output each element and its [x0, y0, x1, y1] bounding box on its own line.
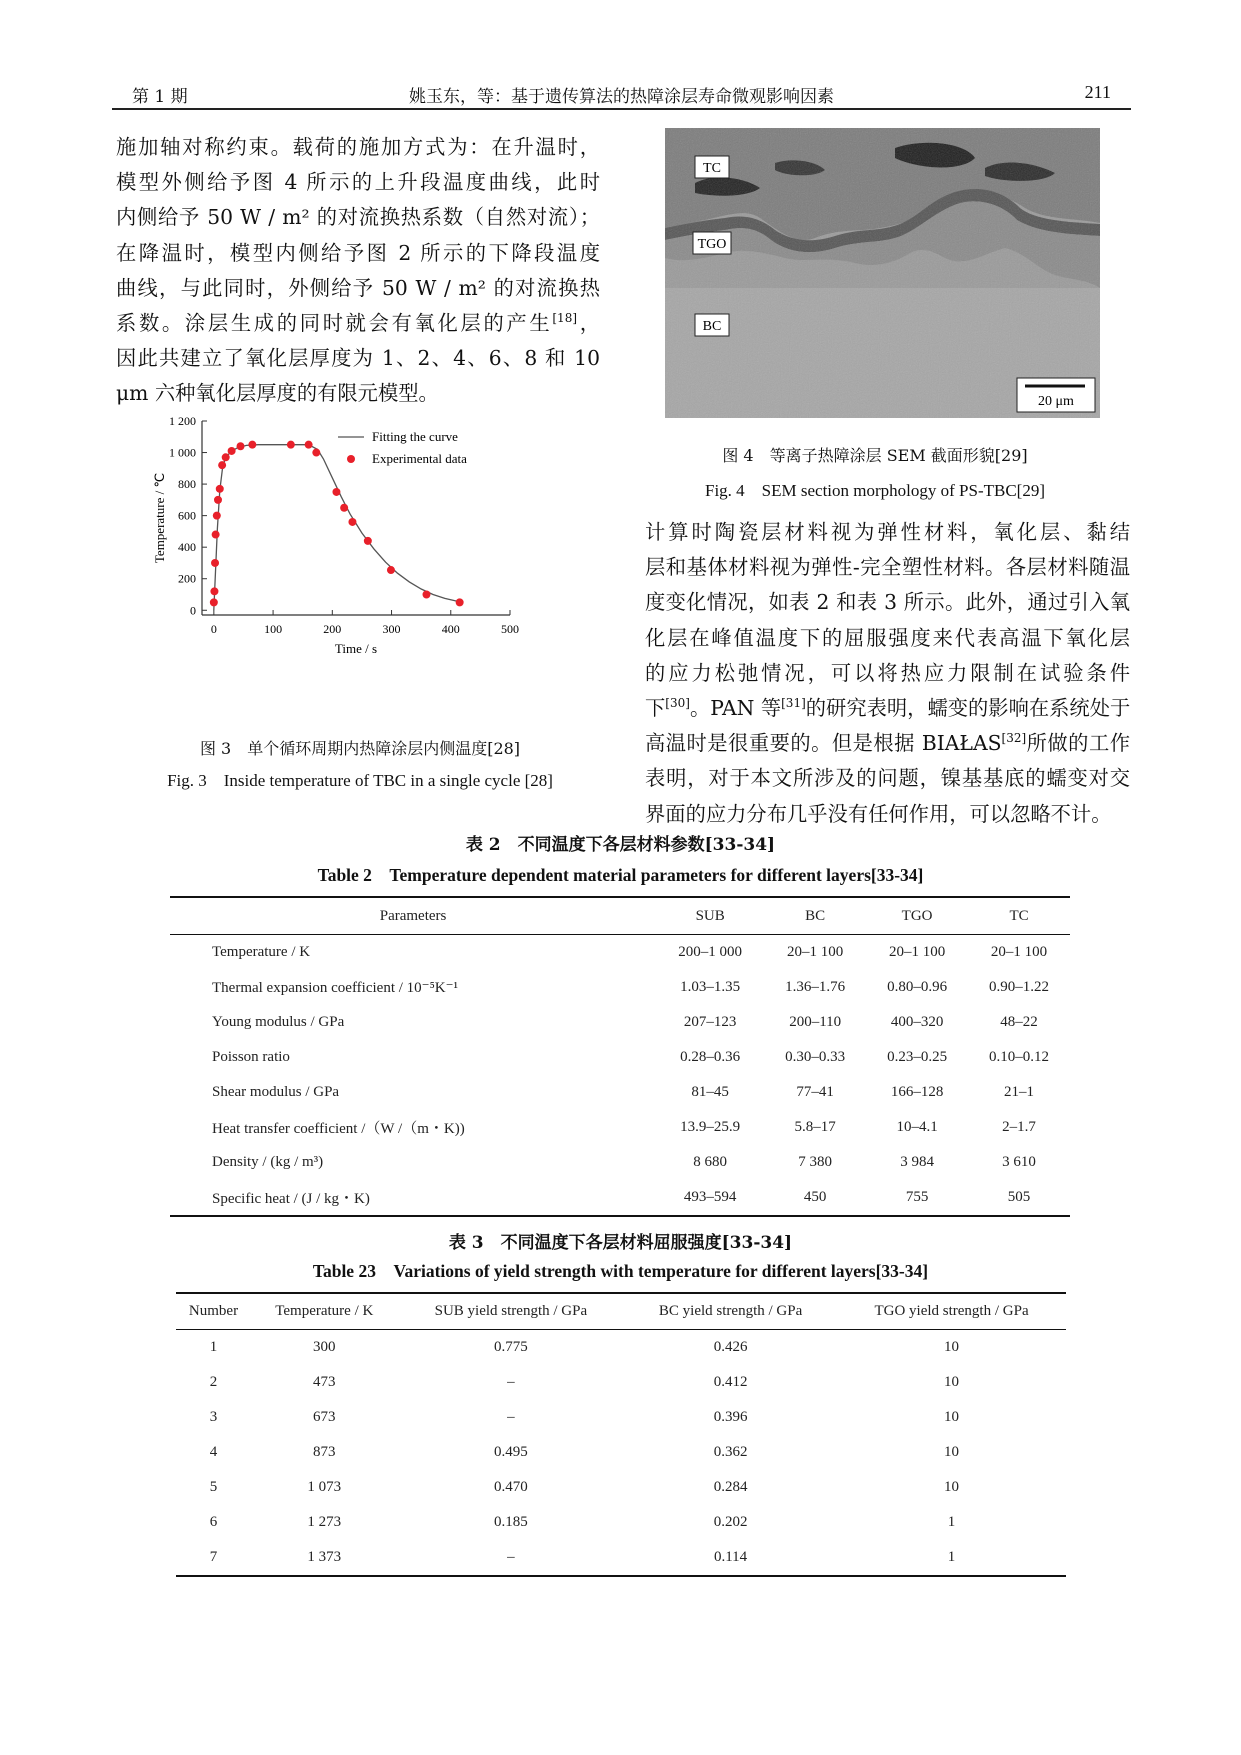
table-cell: 0.185: [493, 1514, 528, 1530]
table-cell: Heat transfer coefficient /（W /（m・K)): [212, 1121, 465, 1137]
figure-4-sem-image: [665, 128, 1100, 418]
column-header: Temperature / K: [251, 1293, 398, 1330]
table-row: [170, 1145, 1070, 1180]
table-cell: 166–128: [890, 1084, 944, 1100]
text-line: 度变化情况，如表 2 和表 3 所示。此外，通过引入氧: [645, 590, 1130, 615]
text-line: 高温时是很重要的。但是根据 BIAŁAS[32]所做的工作: [645, 731, 1130, 756]
sem-texture: [665, 128, 1100, 418]
tgo-label: TGO: [697, 237, 727, 252]
table-cell: 7: [209, 1549, 218, 1565]
table-cell: 1: [209, 1339, 218, 1355]
table-2-title-en: Table 2 Temperature dependent material parameters for different layers[33-34]: [317, 865, 924, 885]
table-cell: 0.362: [713, 1444, 748, 1460]
column-header: SUB: [656, 897, 764, 935]
data-point: [348, 518, 356, 526]
legend-label: Experimental data: [372, 451, 467, 466]
table-cell: 20–1 100: [888, 944, 946, 960]
y-tick-label: 200: [178, 571, 196, 586]
table-cell: –: [507, 1374, 515, 1390]
column-header: Number: [176, 1293, 251, 1330]
table-header-row: [170, 897, 1070, 935]
table-row: [176, 1365, 1066, 1400]
y-tick-label: 1 000: [169, 445, 196, 460]
data-point: [228, 447, 236, 455]
table-cell: Specific heat / (J / kg・K): [212, 1191, 370, 1207]
text-line: 施加轴对称约束。载荷的施加方式为：在升温时，: [116, 135, 600, 159]
data-point: [364, 537, 372, 545]
table-row: [170, 935, 1070, 971]
table-cell: 473: [313, 1374, 336, 1390]
table-cell: Poisson ratio: [212, 1049, 290, 1065]
text-line: 表明，对于本文所涉及的问题，镍基基底的蠕变对交: [645, 766, 1130, 791]
table-3-title-en: Table 23 Variations of yield strength with temperature for different layers[33-34]: [312, 1261, 929, 1281]
table-cell: 673: [313, 1409, 336, 1425]
table-cell: 4: [209, 1444, 218, 1460]
table-3-title-zh: 表 3 不同温度下各层材料屈服强度[33-34]: [448, 1233, 793, 1253]
table-row: [176, 1400, 1066, 1435]
legend-label: Fitting the curve: [372, 429, 458, 444]
issue-number: 第 1 期: [132, 87, 188, 107]
column-header: TGO: [866, 897, 968, 935]
y-axis-label: Temperature / ℃: [152, 472, 167, 564]
table-cell: 10: [944, 1339, 960, 1355]
data-point: [387, 566, 395, 574]
table-2: [170, 896, 1070, 1217]
figure-3-caption-zh: 图 3 单个循环周期内热障涂层内侧温度[28]: [199, 739, 521, 758]
table-cell: 200–1 000: [678, 944, 743, 960]
table-row: [176, 1540, 1066, 1576]
data-point: [210, 598, 218, 606]
table-cell: 77–41: [796, 1084, 834, 1100]
table-cell: 0.426: [713, 1339, 748, 1355]
table-cell: 6: [209, 1514, 218, 1530]
right-paragraph: [645, 515, 1130, 832]
data-point: [456, 598, 464, 606]
table-cell: 1: [947, 1514, 956, 1530]
table-row: [170, 1040, 1070, 1075]
running-header: [112, 78, 1131, 110]
data-point: [248, 441, 256, 449]
left-paragraph: [116, 130, 600, 412]
table-row: [170, 1110, 1070, 1145]
table-cell: 0.30–0.33: [785, 1049, 846, 1065]
table-cell: 10: [944, 1409, 960, 1425]
data-point: [218, 461, 226, 469]
table-cell: 200–110: [789, 1014, 842, 1030]
table-cell: 873: [313, 1444, 336, 1460]
x-tick-label: 0: [210, 622, 217, 636]
table-cell: 0.28–0.36: [680, 1049, 741, 1065]
table-cell: 10: [944, 1479, 960, 1495]
bc-label: BC: [702, 319, 722, 334]
table-cell: 0.10–0.12: [989, 1049, 1050, 1065]
table-cell: 3: [209, 1409, 218, 1425]
data-point: [422, 590, 430, 598]
y-tick-label: 1 200: [169, 415, 196, 428]
table-cell: 207–123: [683, 1014, 737, 1030]
data-point: [340, 504, 348, 512]
table-cell: 0.775: [493, 1339, 528, 1355]
text-line: 内侧给予 50 W / m² 的对流换热系数（自然对流）；: [116, 205, 600, 230]
text-line: μm 六种氧化层厚度的有限元模型。: [116, 381, 439, 406]
table-cell: 0.80–0.96: [887, 979, 948, 995]
page-number: 211: [1084, 82, 1111, 102]
table-3: [176, 1292, 1066, 1577]
table-cell: 0.90–1.22: [989, 979, 1050, 995]
table-2-title-zh: 表 2 不同温度下各层材料参数[33-34]: [465, 835, 776, 855]
table-cell: 21–1: [1004, 1084, 1035, 1100]
table-cell: 48–22: [1000, 1014, 1038, 1030]
table-row: [170, 1075, 1070, 1110]
text-line: 在降温时，模型内侧给予图 2 所示的下降段温度: [116, 240, 600, 265]
table-cell: 493–594: [683, 1189, 737, 1205]
y-tick-label: 800: [178, 477, 196, 492]
table-cell: 450: [803, 1189, 827, 1205]
scale-bar-label: 20 μm: [1038, 394, 1074, 409]
table-header-row: [176, 1293, 1066, 1330]
table-cell: 0.495: [493, 1444, 528, 1460]
table-cell: Shear modulus / GPa: [212, 1084, 340, 1100]
table-cell: 13.9–25.9: [680, 1119, 741, 1135]
y-tick-label: 400: [178, 540, 196, 555]
column-header: TC: [968, 897, 1070, 935]
table-cell: 20–1 100: [787, 944, 844, 960]
table-cell: 3 610: [1002, 1154, 1036, 1170]
y-tick-label: 0: [190, 603, 196, 618]
table-cell: 0.470: [493, 1479, 528, 1495]
table-cell: 10: [944, 1444, 960, 1460]
text-line: 界面的应力分布几乎没有任何作用，可以忽略不计。: [645, 801, 1112, 826]
data-point: [211, 559, 219, 567]
table-cell: 505: [1007, 1189, 1031, 1205]
x-tick-label: 300: [382, 622, 401, 636]
table-cell: 400–320: [890, 1014, 944, 1030]
table-cell: 0.284: [713, 1479, 748, 1495]
data-point: [213, 512, 221, 520]
figure-3-caption-en: Fig. 3 Inside temperature of TBC in a single cycle [28]: [167, 771, 553, 790]
table-cell: 1 373: [307, 1549, 342, 1565]
table-cell: 8 680: [693, 1154, 728, 1170]
text-line: 层和基体材料视为弹性-完全塑性材料。各层材料随温: [645, 555, 1130, 580]
column-header: BC yield strength / GPa: [624, 1293, 837, 1330]
table-cell: Density / (kg / m³): [212, 1154, 324, 1170]
table-row: [176, 1470, 1066, 1505]
table-cell: Young modulus / GPa: [212, 1014, 345, 1030]
column-header: SUB yield strength / GPa: [398, 1293, 624, 1330]
table-cell: 20–1 100: [990, 944, 1048, 960]
text-line: 计算时陶瓷层材料视为弹性材料，氧化层、黏结: [645, 520, 1130, 544]
running-title: 姚玉东，等：基于遗传算法的热障涂层寿命微观影响因素: [409, 87, 834, 107]
text-line: 系数。涂层生成的同时就会有氧化层的产生[18]，: [116, 311, 600, 336]
table-cell: 10–4.1: [896, 1119, 938, 1135]
table-cell: 755: [905, 1189, 929, 1205]
table-row: [170, 1005, 1070, 1040]
tc-label: TC: [703, 161, 721, 176]
x-tick-label: 500: [501, 622, 519, 636]
x-tick-label: 400: [441, 622, 460, 636]
table-cell: 7 380: [798, 1154, 833, 1170]
figure-3-chart: [150, 415, 580, 735]
table-cell: 0.23–0.25: [887, 1049, 948, 1065]
column-header: BC: [764, 897, 866, 935]
table-cell: –: [507, 1549, 515, 1565]
y-tick-label: 600: [178, 508, 196, 523]
table-cell: 10: [944, 1374, 960, 1390]
text-line: 因此共建立了氧化层厚度为 1、2、4、6、8 和 10: [116, 346, 600, 371]
table-cell: 1: [947, 1549, 956, 1565]
table-row: [176, 1330, 1066, 1366]
x-tick-label: 200: [323, 622, 342, 636]
table-cell: 0.412: [713, 1374, 748, 1390]
fitting-curve-line: [214, 445, 463, 611]
x-tick-label: 100: [264, 622, 283, 636]
table-cell: 300: [313, 1339, 336, 1355]
data-point: [212, 531, 220, 539]
table-cell: 1.03–1.35: [680, 979, 741, 995]
table-row: [176, 1505, 1066, 1540]
text-line: 的应力松弛情况，可以将热应力限制在试验条件: [645, 660, 1130, 685]
table-cell: 0.202: [713, 1514, 748, 1530]
table-cell: 1 073: [307, 1479, 342, 1495]
table-cell: 2: [209, 1374, 218, 1390]
table-cell: 1.36–1.76: [785, 979, 846, 995]
table-row: [170, 1180, 1070, 1216]
figure-4-caption-zh: 图 4 等离子热障涂层 SEM 截面形貌[29]: [722, 446, 1028, 465]
table-cell: 3 984: [900, 1154, 934, 1170]
data-point: [222, 453, 230, 461]
column-header: Parameters: [170, 897, 656, 935]
data-point: [210, 587, 218, 595]
text-line: 下[30]。PAN 等[31]的研究表明，蠕变的影响在系统处于: [645, 696, 1131, 721]
table-cell: –: [507, 1409, 515, 1425]
data-point: [305, 441, 313, 449]
data-point: [237, 442, 245, 450]
table-cell: 5.8–17: [794, 1119, 836, 1135]
text-line: 化层在峰值温度下的屈服强度来代表高温下氧化层: [645, 625, 1130, 650]
data-point: [214, 496, 222, 504]
text-line: 模型外侧给予图 4 所示的上升段温度曲线，此时: [116, 170, 600, 195]
table-cell: Temperature / K: [212, 944, 311, 960]
figure-4-caption-en: Fig. 4 SEM section morphology of PS-TBC[29]: [704, 481, 1045, 500]
data-point: [216, 485, 224, 493]
data-point: [287, 441, 295, 449]
table-cell: 2–1.7: [1002, 1119, 1036, 1135]
table-row: [176, 1435, 1066, 1470]
table-cell: 5: [209, 1479, 218, 1495]
data-point: [312, 449, 320, 457]
table-cell: Thermal expansion coefficient / 10⁻⁵K⁻¹: [212, 980, 459, 996]
legend-point-swatch: [347, 455, 355, 463]
text-line: 曲线，与此同时，外侧给予 50 W / m² 的对流换热: [116, 275, 600, 300]
table-row: [170, 970, 1070, 1005]
table-cell: 0.396: [713, 1409, 748, 1425]
column-header: TGO yield strength / GPa: [837, 1293, 1066, 1330]
table-cell: 0.114: [713, 1549, 748, 1565]
table-cell: 81–45: [691, 1084, 729, 1100]
table-cell: 1 273: [307, 1514, 342, 1530]
x-axis-label: Time / s: [334, 641, 378, 656]
data-point: [332, 488, 340, 496]
